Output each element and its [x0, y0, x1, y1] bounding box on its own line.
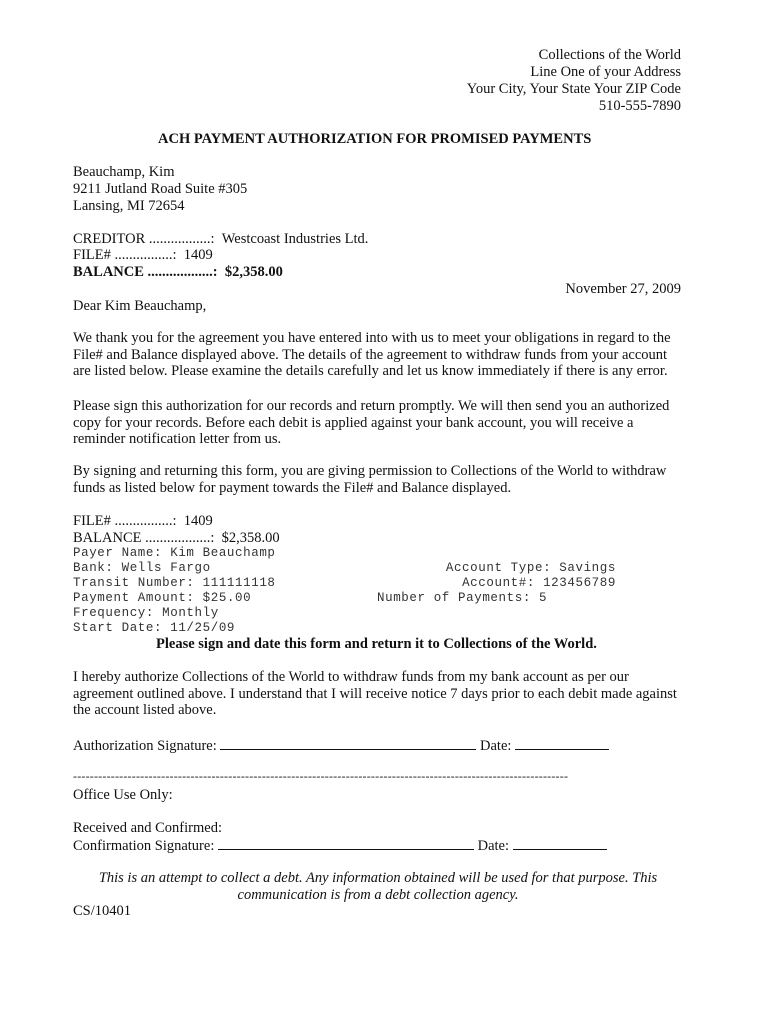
details-file-line	[73, 513, 213, 530]
recipient-city: Lansing, MI 72654	[73, 198, 185, 214]
authorization-date-field[interactable]	[515, 737, 609, 750]
letter-date: November 27, 2009	[565, 281, 681, 297]
debt-collection-disclaimer	[73, 870, 683, 904]
account-type: Account Type: Savings	[445, 561, 616, 575]
creditor-line	[73, 231, 368, 248]
confirmation-signature-label: Confirmation Signature:	[73, 838, 215, 854]
paragraph-agreement: We thank you for the agreement you have entered into with us to meet your obligations in regard to the File# and Balance displayed above. The details of the agreement to withdraw funds from your account are listed below. Please examine the details carefully and let us know immediately if there is any error.	[73, 330, 671, 380]
details-balance-label: BALANCE ..................:	[73, 530, 215, 546]
payment-details-left	[73, 546, 276, 636]
payment-details-right	[446, 561, 616, 591]
balance-label: BALANCE ..................:	[73, 264, 218, 280]
letterhead	[467, 47, 681, 115]
reference-code: CS/10401	[73, 903, 132, 919]
office-use-heading: Office Use Only:	[73, 787, 173, 803]
phone-number: 510-555-7890	[598, 98, 681, 114]
start-date: Start Date: 11/25/09	[73, 621, 236, 635]
confirmation-date-field[interactable]	[513, 837, 607, 850]
balance-value: $2,358.00	[224, 264, 283, 280]
file-value: 1409	[183, 247, 213, 263]
address-line-2: Your City, Your State Your ZIP Code	[466, 81, 681, 97]
confirmation-signature-row	[73, 837, 607, 855]
payer-name: Payer Name: Kim Beauchamp	[73, 546, 276, 560]
file-line	[73, 247, 213, 264]
return-instruction: Please sign and date this form and return it to Collections of the World.	[156, 636, 597, 652]
payment-frequency: Frequency: Monthly	[73, 606, 219, 620]
authorization-signature-row	[73, 737, 609, 755]
number-of-payments: Number of Payments: 5	[377, 591, 548, 605]
authorization-date-label: Date:	[480, 738, 512, 754]
details-file-label: FILE# ................:	[73, 513, 177, 529]
received-confirmed-label: Received and Confirmed:	[73, 820, 222, 836]
paragraph-sign-request: Please sign this authorization for our records and return promptly. We will then send you an authorized copy for your records. Before each debit is applied against your bank account, you will receive a reminder notification letter from us.	[73, 398, 670, 448]
details-balance-line	[73, 530, 280, 547]
salutation: Dear Kim Beauchamp,	[73, 298, 207, 314]
bank-name: Bank: Wells Fargo	[73, 561, 211, 575]
authorization-signature-field[interactable]	[220, 737, 476, 750]
balance-line	[73, 264, 283, 281]
company-name: Collections of the World	[538, 47, 681, 63]
recipient-street: 9211 Jutland Road Suite #305	[73, 181, 248, 197]
details-balance-value: $2,358.00	[221, 530, 280, 546]
creditor-label: CREDITOR .................:	[73, 231, 215, 247]
cut-line-divider: ----------------------------------------------------------------------------------------------------------------------	[73, 769, 569, 783]
authorization-signature-label: Authorization Signature:	[73, 738, 217, 754]
disclaimer-line-1: This is an attempt to collect a debt. Any information obtained will be used for that purpose. This	[98, 870, 658, 886]
file-label: FILE# ................:	[73, 247, 177, 263]
details-file-value: 1409	[183, 513, 213, 529]
address-line-1: Line One of your Address	[530, 64, 681, 80]
paragraph-permission: By signing and returning this form, you are giving permission to Collections of the World to withdraw funds as listed below for payment towards the File# and Balance displayed.	[73, 463, 667, 496]
transit-number: Transit Number: 111111118	[73, 576, 276, 590]
recipient-name: Beauchamp, Kim	[73, 164, 175, 180]
confirmation-signature-field[interactable]	[218, 837, 474, 850]
authorization-statement: I hereby authorize Collections of the World to withdraw funds from my bank account as per our agreement outlined above. I understand that I will receive notice 7 days prior to each debit made against the account listed above.	[73, 669, 677, 719]
confirmation-date-label: Date:	[477, 838, 510, 854]
document-title: ACH PAYMENT AUTHORIZATION FOR PROMISED PAYMENTS	[158, 131, 592, 147]
disclaimer-line-2: communication is from a debt collection agency.	[237, 887, 519, 903]
account-number: Account#: 123456789	[462, 576, 616, 590]
payment-amount: Payment Amount: $25.00	[73, 591, 252, 605]
recipient-address	[73, 164, 247, 215]
creditor-value: Westcoast Industries Ltd.	[221, 231, 369, 247]
